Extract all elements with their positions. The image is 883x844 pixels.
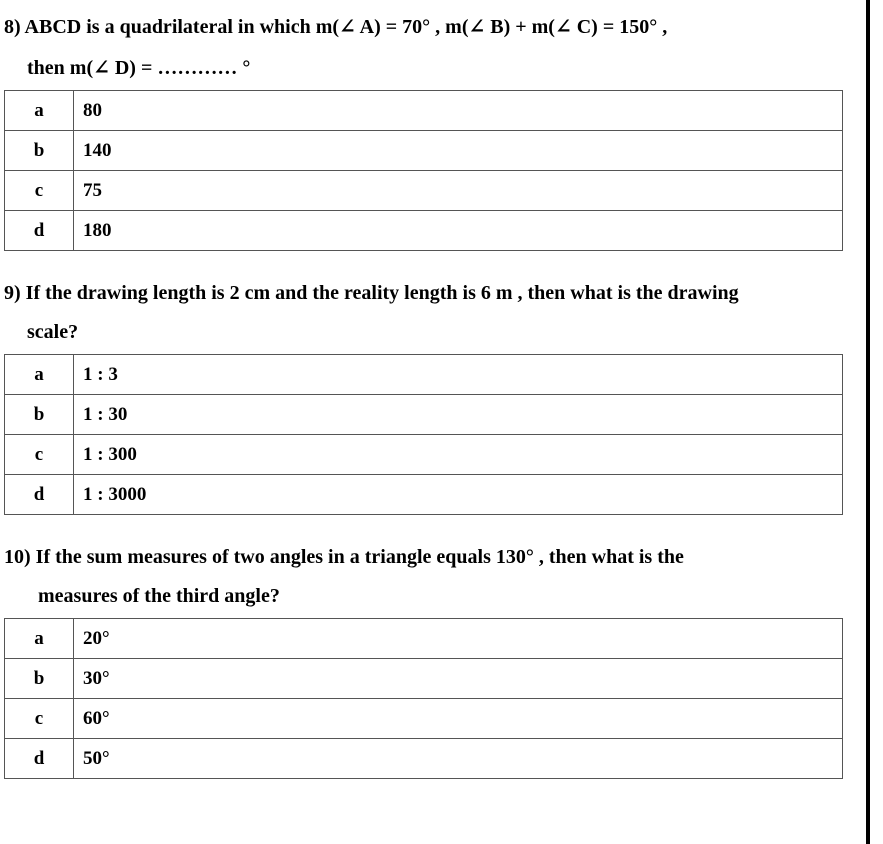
page-right-border xyxy=(866,0,870,844)
option-letter: a xyxy=(5,619,74,659)
question-10-options xyxy=(4,618,843,779)
question-8-text-continued: then m(∠ D) = ………… ° xyxy=(27,57,251,79)
option-letter: b xyxy=(5,131,74,171)
option-row[interactable] xyxy=(5,475,843,515)
option-row[interactable] xyxy=(5,739,843,779)
option-value: 180 xyxy=(74,211,843,251)
question-9-text-continued: scale? xyxy=(27,321,79,343)
option-row[interactable] xyxy=(5,355,843,395)
option-letter: c xyxy=(5,435,74,475)
option-letter: a xyxy=(5,91,74,131)
option-letter: d xyxy=(5,739,74,779)
option-value: 75 xyxy=(74,171,843,211)
option-value: 80 xyxy=(74,91,843,131)
question-8-text: 8) ABCD is a quadrilateral in which m(∠ A) = 70° , m(∠ B) + m(∠ C) = 150° , xyxy=(4,16,668,38)
option-value: 1 : 3000 xyxy=(74,475,843,515)
option-letter: b xyxy=(5,659,74,699)
option-letter: b xyxy=(5,395,74,435)
option-row[interactable] xyxy=(5,395,843,435)
option-letter: d xyxy=(5,475,74,515)
option-row[interactable] xyxy=(5,211,843,251)
option-value: 1 : 3 xyxy=(74,355,843,395)
option-row[interactable] xyxy=(5,91,843,131)
option-row[interactable] xyxy=(5,619,843,659)
option-value: 20° xyxy=(74,619,843,659)
option-row[interactable] xyxy=(5,659,843,699)
question-10-text: 10) If the sum measures of two angles in a triangle equals 130° , then what is the xyxy=(4,546,684,568)
option-value: 50° xyxy=(74,739,843,779)
option-letter: c xyxy=(5,699,74,739)
question-8-options xyxy=(4,90,843,251)
option-letter: c xyxy=(5,171,74,211)
option-letter: d xyxy=(5,211,74,251)
option-row[interactable] xyxy=(5,131,843,171)
question-9-options xyxy=(4,354,843,515)
option-value: 30° xyxy=(74,659,843,699)
option-value: 1 : 30 xyxy=(74,395,843,435)
option-row[interactable] xyxy=(5,171,843,211)
option-row[interactable] xyxy=(5,699,843,739)
question-9-text: 9) If the drawing length is 2 cm and the reality length is 6 m , then what is the drawing xyxy=(4,282,739,304)
option-row[interactable] xyxy=(5,435,843,475)
option-value: 140 xyxy=(74,131,843,171)
option-value: 60° xyxy=(74,699,843,739)
option-value: 1 : 300 xyxy=(74,435,843,475)
question-10-text-continued: measures of the third angle? xyxy=(38,585,280,607)
option-letter: a xyxy=(5,355,74,395)
